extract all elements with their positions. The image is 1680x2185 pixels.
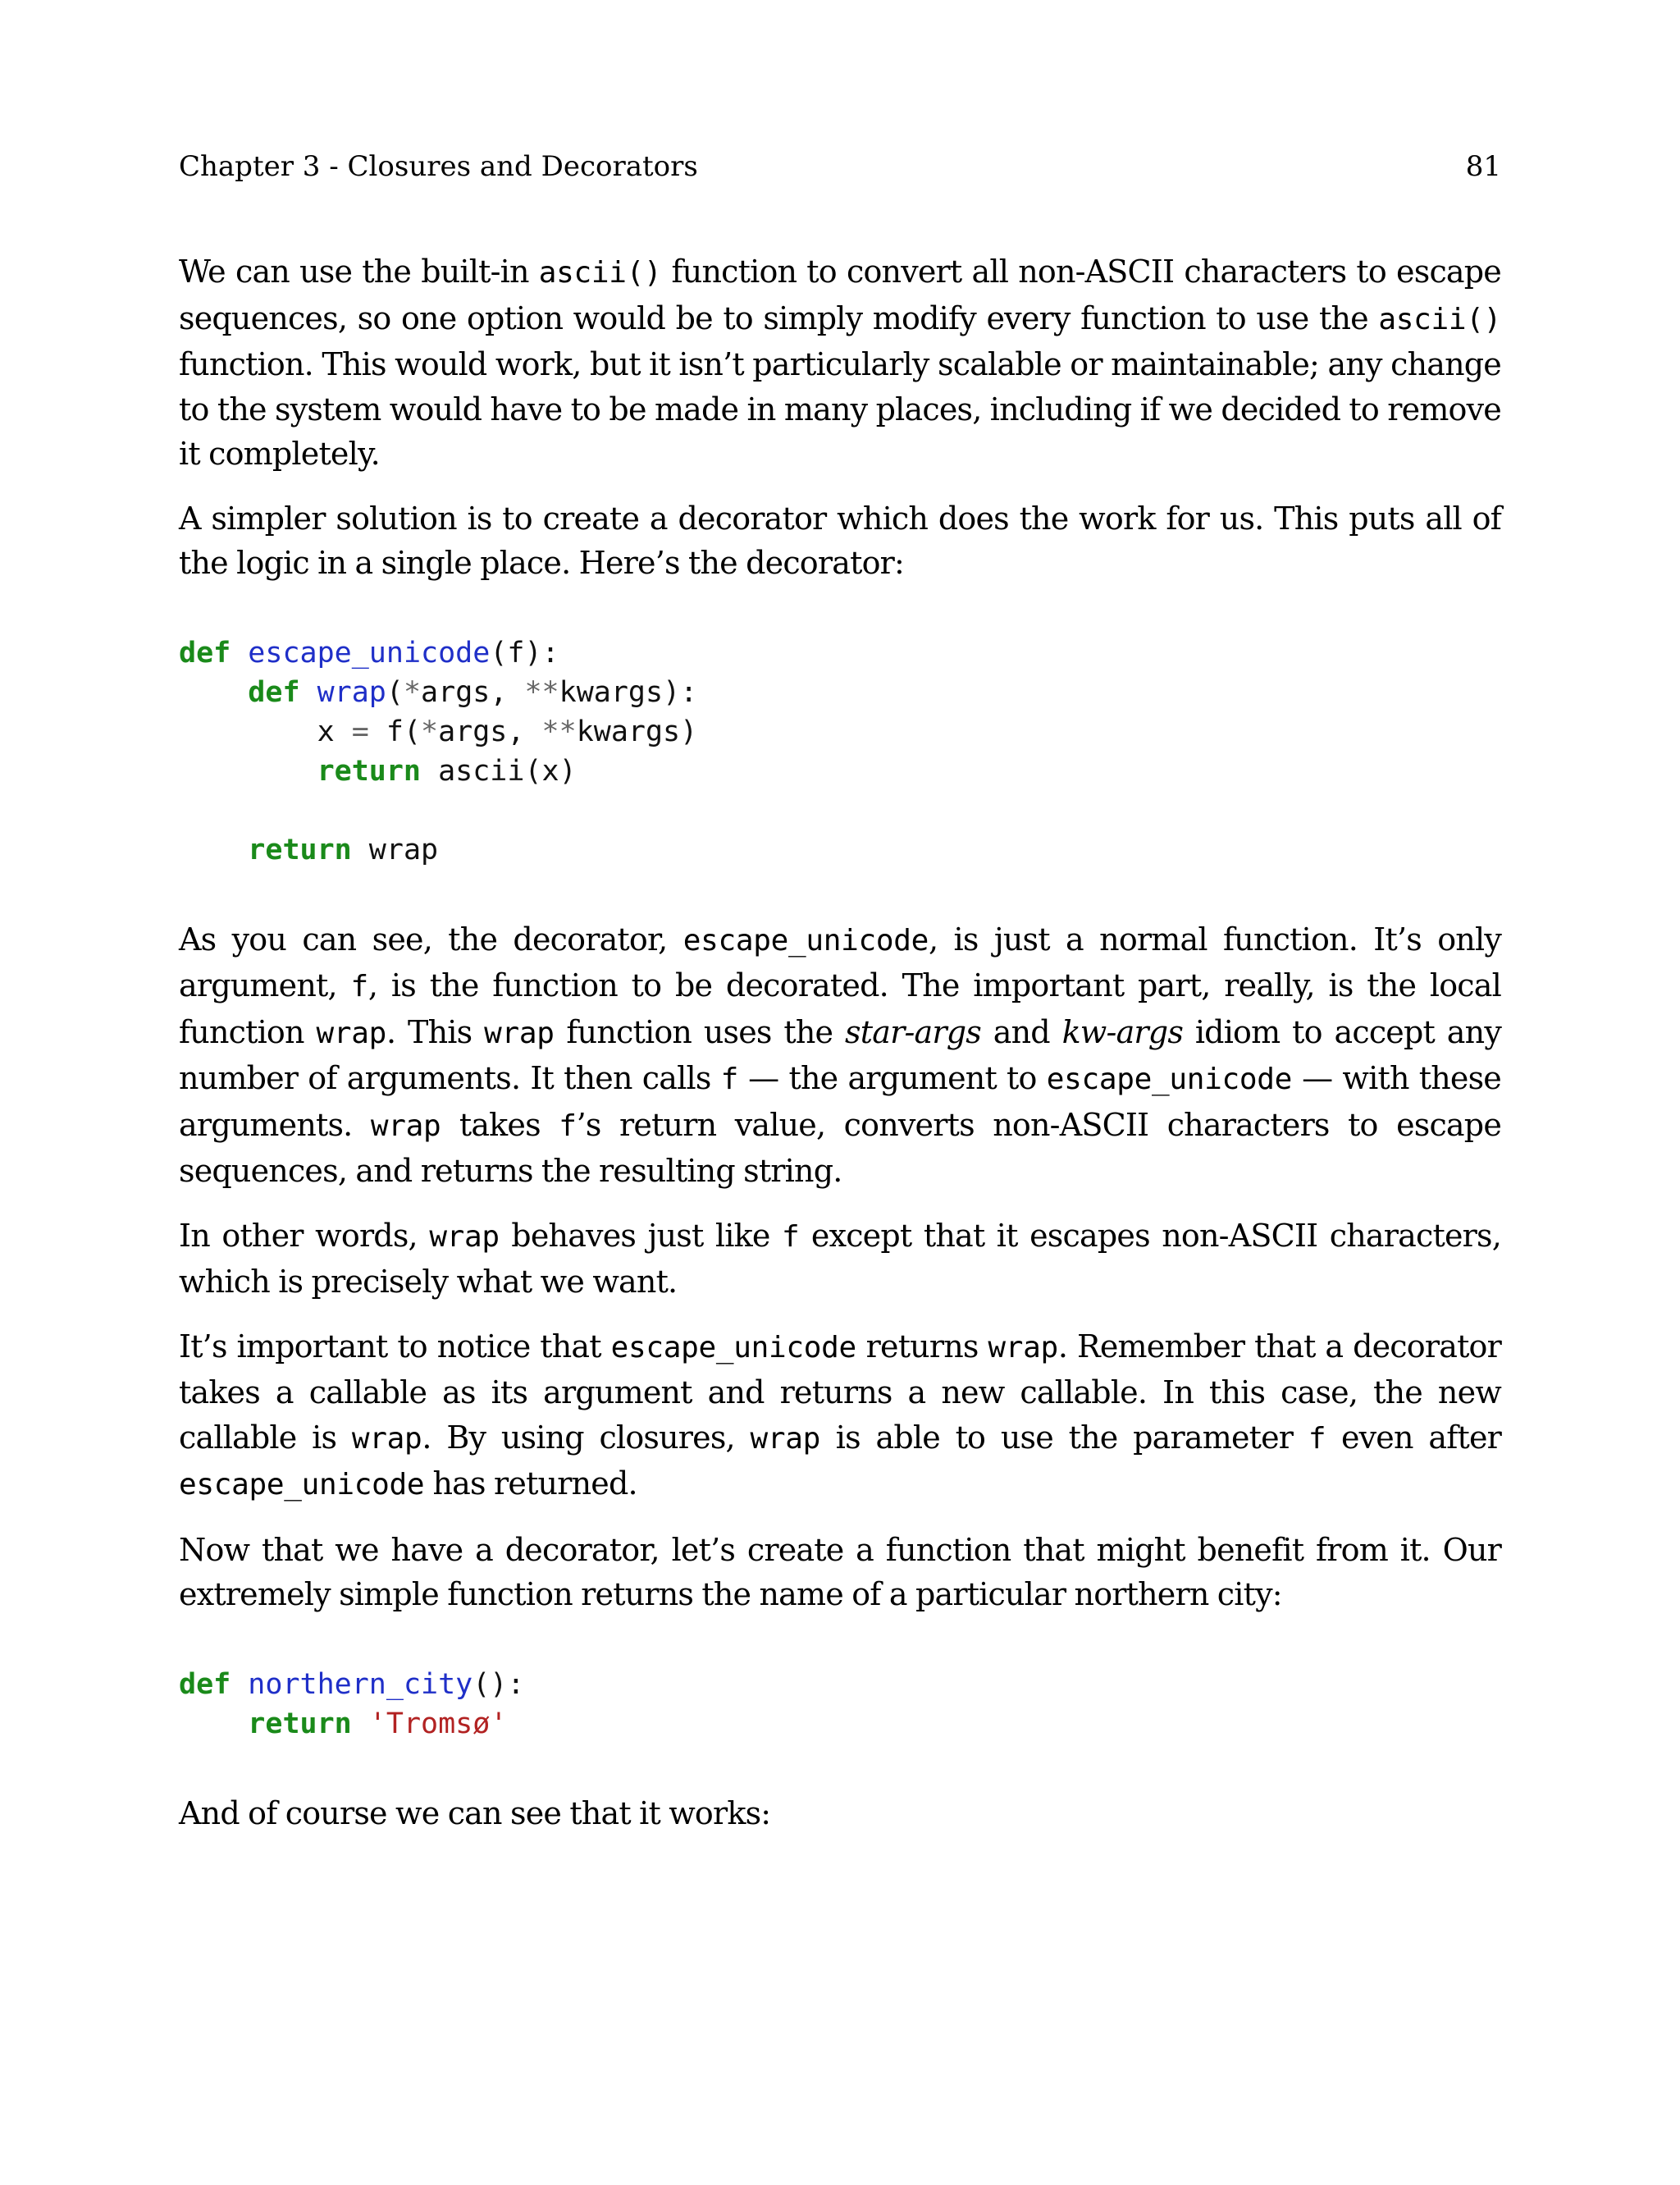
paragraph-decorator-explanation <box>179 917 1510 1194</box>
code-operator: * <box>403 675 422 709</box>
inline-code: escape_unicode <box>610 1330 856 1364</box>
code-text <box>300 676 317 709</box>
code-line <box>179 712 1501 752</box>
text-run: In other words, <box>179 1217 430 1254</box>
text-run: idiom to accept any number of arguments. It then calls <box>179 1013 1510 1096</box>
inline-code: wrap <box>351 1421 422 1456</box>
code-indent <box>179 1707 248 1740</box>
text-run: except that it escapes non-ASCII characters, which is precisely what we want. <box>179 1217 1510 1300</box>
code-text: ( <box>386 675 404 709</box>
code-keyword: return <box>317 754 422 788</box>
code-text: wrap <box>351 833 439 866</box>
code-line <box>179 1704 1501 1744</box>
code-operator: * <box>421 715 439 748</box>
inline-code: wrap <box>484 1016 555 1050</box>
inline-code: wrap <box>988 1330 1058 1364</box>
text-run: function to convert all non-ASCII characters to escape sequences, so one option would be to simply modify every function to use the <box>179 254 1510 336</box>
inline-code: ascii() <box>1378 302 1501 336</box>
code-line <box>179 752 1501 791</box>
code-line <box>179 673 1501 712</box>
code-indent <box>179 755 317 788</box>
code-block-northern-city <box>179 1665 1501 1744</box>
text-run: , is just a normal function. It’s only argument, <box>179 921 1510 1003</box>
text-run: , is the function to be decorated. The important part, really, is the local function <box>179 967 1510 1050</box>
code-text: args, <box>438 715 542 748</box>
code-operator: ** <box>524 675 559 709</box>
text-run: As you can see, the decorator, <box>179 921 683 958</box>
code-line <box>179 633 1501 673</box>
text-run: Now that we have a decorator, let’s create a function that might benefit from it. Our extremely simple function returns the name of a particular northern city: <box>179 1531 1510 1612</box>
code-text <box>231 1668 248 1701</box>
text-run: is able to use the parameter <box>820 1419 1308 1456</box>
code-text: args, <box>421 675 525 709</box>
italic-term: star-args <box>845 1013 981 1050</box>
text-run: returns <box>856 1328 988 1364</box>
code-keyword: def <box>248 675 300 709</box>
code-keyword: def <box>179 1667 231 1701</box>
page-number: 81 <box>1465 150 1501 183</box>
code-text: (f): <box>490 636 559 670</box>
inline-code: wrap <box>316 1016 386 1050</box>
inline-code: f <box>559 1108 577 1143</box>
text-run: function. This would work, but it isn’t particularly scalable or maintainable; any change to the system would have to be made in many places, including if we decided to remove it completely. <box>179 299 1510 472</box>
code-text: kwargs): <box>559 675 698 709</box>
code-keyword: return <box>248 1707 352 1740</box>
code-text: kwargs) <box>576 715 698 748</box>
text-run: — with these arguments. <box>179 1060 1510 1143</box>
inline-code: wrap <box>750 1421 821 1456</box>
inline-code: escape_unicode <box>1046 1063 1292 1096</box>
paragraph-simpler-solution <box>179 496 1510 586</box>
code-text: f( <box>368 715 422 748</box>
code-keyword: def <box>179 636 231 670</box>
text-run: A simpler solution is to create a decorator which does the work for us. This puts all of the logic in a single place. Here’s the decorator: <box>179 500 1510 581</box>
inline-code: wrap <box>429 1219 500 1254</box>
paragraph-ascii-option <box>179 249 1510 477</box>
inline-code: ascii() <box>538 256 662 290</box>
page-body <box>179 249 1510 1855</box>
code-block-escape-unicode <box>179 633 1501 870</box>
inline-code: escape_unicode <box>179 1468 425 1502</box>
text-run: takes <box>441 1106 559 1143</box>
italic-term: kw-args <box>1061 1013 1184 1050</box>
code-string: 'Tromsø' <box>368 1707 508 1740</box>
code-line <box>179 1665 1501 1704</box>
inline-code: escape_unicode <box>682 923 929 958</box>
inline-code: f <box>1308 1421 1326 1456</box>
text-run: It’s important to notice that <box>179 1328 611 1364</box>
text-run: And of course we can see that it works: <box>179 1794 771 1831</box>
code-operator: = <box>351 715 369 748</box>
code-indent <box>179 834 248 866</box>
text-run: and <box>980 1013 1062 1050</box>
code-text <box>352 1707 369 1740</box>
code-indent <box>179 676 248 709</box>
code-function-name: wrap <box>317 675 386 709</box>
paragraph-northern-city-intro <box>179 1528 1510 1617</box>
paragraph-returns-wrap <box>179 1324 1510 1508</box>
code-function-name: northern_city <box>248 1667 473 1701</box>
text-run: behaves just like <box>499 1217 783 1254</box>
text-run: . This <box>386 1013 485 1050</box>
code-text: x <box>179 715 352 748</box>
text-run: ’s return value, converts non-ASCII characters to escape sequences, and returns the resulting string. <box>179 1106 1510 1189</box>
inline-code: f <box>782 1219 800 1254</box>
inline-code: f <box>720 1063 739 1096</box>
text-run: has returned. <box>424 1465 637 1502</box>
running-header <box>179 146 1501 187</box>
code-text <box>231 637 248 670</box>
text-run: even after <box>1326 1419 1510 1456</box>
paragraph-in-other-words <box>179 1214 1510 1305</box>
code-keyword: return <box>248 833 352 866</box>
text-run: We can use the built-in <box>179 254 539 290</box>
paragraph-it-works <box>179 1791 1501 1836</box>
code-text: ascii(x) <box>421 754 577 788</box>
code-text: (): <box>472 1667 525 1701</box>
text-run: . Remember that a decorator takes a callable as its argument and returns a new callable. In this case, the new callable is <box>179 1328 1510 1456</box>
code-line <box>179 830 1501 870</box>
code-blank-line <box>179 791 1501 830</box>
chapter-title: Chapter 3 - Closures and Decorators <box>179 150 698 183</box>
inline-code: f <box>350 970 368 1003</box>
text-run: — the argument to <box>738 1060 1047 1096</box>
inline-code: wrap <box>370 1108 441 1143</box>
text-run: function uses the <box>554 1013 846 1050</box>
text-run: . By using closures, <box>422 1419 751 1456</box>
code-operator: ** <box>541 715 577 748</box>
code-function-name: escape_unicode <box>248 636 491 670</box>
